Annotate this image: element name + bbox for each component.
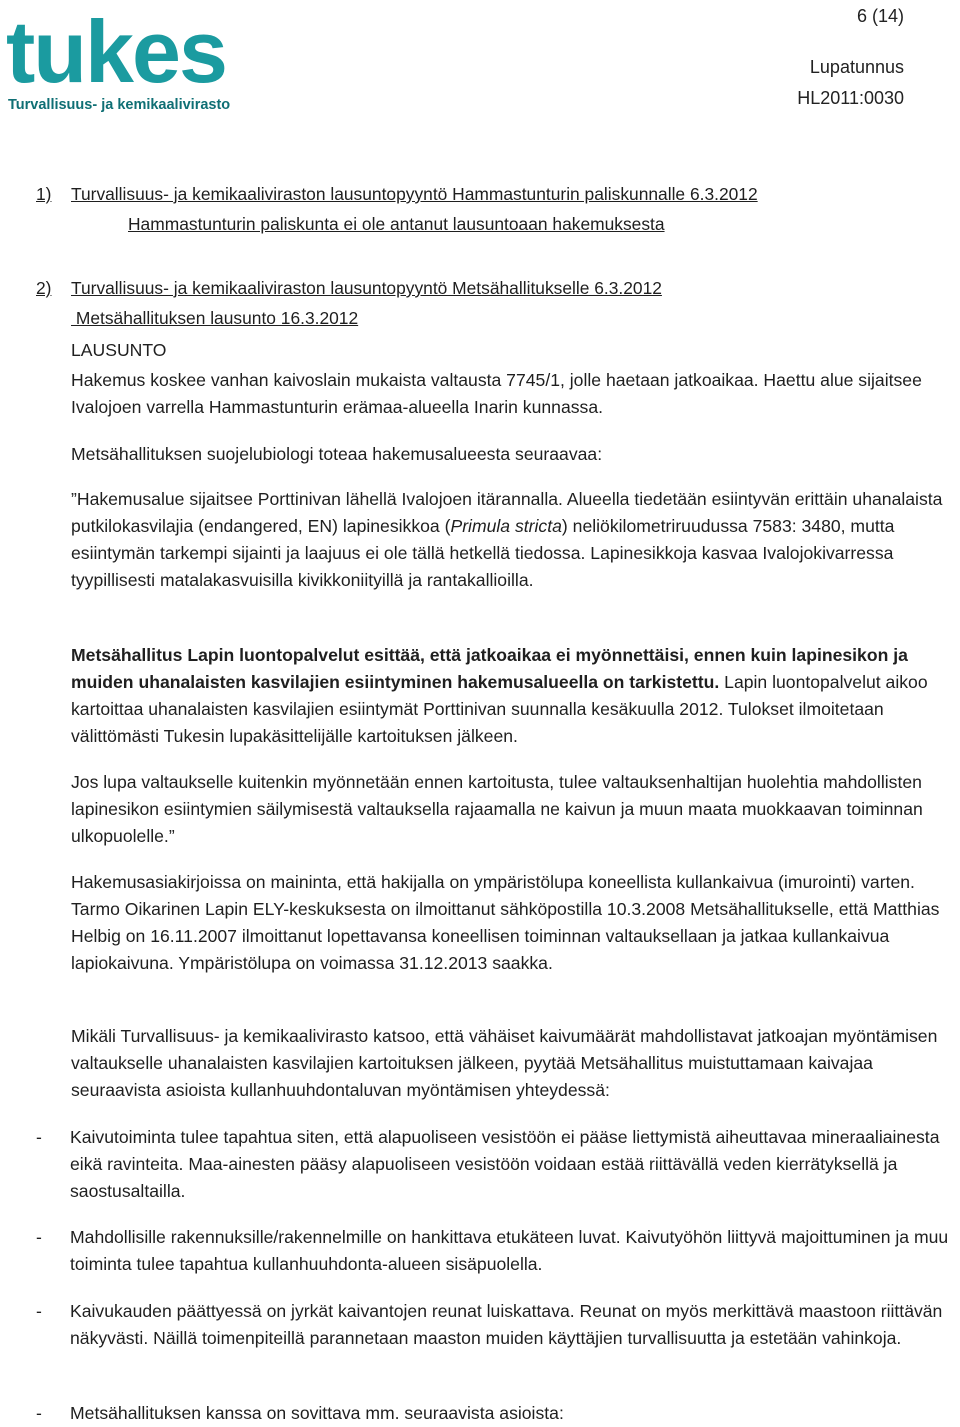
proposal-bold-text: Metsähallitus Lapin luontopalvelut esittää, että jatkoaikaa ei myönnettäisi, ennen kuin lapinesikon ja muiden uhanalaisten kasvilajien esiintyminen hakemusalueella on tarkistettu. [71, 645, 908, 692]
document-type: Lupatunnus [809, 57, 904, 77]
document-number: HL2011:0030 [797, 88, 904, 108]
bullet-item: Mahdollisille rakennuksille/rakennelmille on hankittava etukäteen luvat. Kaivutyöhön liittyvä majoittuminen ja muu toiminta tulee tapahtua kullanhuuhdonta-alueen sisäpuolella. [70, 1227, 949, 1274]
item1-link[interactable]: Turvallisuus- ja kemikaaliviraston lausuntopyyntö Hammastunturin paliskunnalle 6.3.2012 [71, 184, 758, 204]
paragraph-proposal [71, 642, 960, 750]
paragraph-environment-permit: Hakemusasiakirjoissa on maininta, että hakijalla on ympäristölupa koneellista kullankaivua (imurointi) varten. Tarmo Oikarinen Lapin ELY-keskuksesta on ilmoittanut sähköpostilla 10.3.2008 Metsähallitukselle, että Matthias Helbig on 16.11.2007 ilmoittanut lopettavansa koneellisen toiminnan valtauksellaan ja jatkaa kullankaivua lapiokaivuna. Ympäristölupa on voimassa 31.12.2013 saakka. [71, 872, 940, 973]
tukes-logo [4, 2, 244, 112]
statement-heading: LAUSUNTO [71, 340, 167, 360]
item1-sub-link[interactable]: Hammastunturin paliskunta ei ole antanut lausuntoaan hakemuksesta [128, 214, 665, 234]
item1-number: 1) [36, 184, 52, 204]
bullet-item: Kaivutoiminta tulee tapahtua siten, että alapuoliseen vesistöön ei pääse liettymistä aiheuttavaa mineraaliainesta eikä ravinteita. Maa-ainesten pääsy alapuoliseen vesistöön voidaan estää riittävällä veden kierrätyksellä ja saostusaltailla. [70, 1127, 940, 1201]
page-number: 6 (14) [856, 6, 904, 26]
bullet-item: Metsähallituksen kanssa on sovittava mm. seuraavista asioista: [70, 1403, 564, 1423]
logo-tagline: Turvallisuus- ja kemikaalivirasto [8, 97, 231, 112]
bullet-item: Kaivukauden päättyessä on jyrkät kaivantojen reunat luiskattava. Reunat on myös merkittävä maastoon riittävän näkyvästi. Näillä toimenpiteillä parannetaan maaston muiden käyttäjien turvallisuutta ja estetään vahinkoja. [70, 1301, 943, 1348]
item2-link[interactable]: Turvallisuus- ja kemikaaliviraston lausuntopyyntö Metsähallitukselle 6.3.2012 [71, 278, 662, 298]
bullet-mark: - [36, 1227, 42, 1247]
item2-number: 2) [36, 278, 52, 298]
paragraph-quote [71, 486, 960, 594]
paragraph-reminders: Mikäli Turvallisuus- ja kemikaalivirasto katsoo, että vähäiset kaivumäärät mahdollistavat jatkoajan myöntämisen valtaukselle uhanalaisten kasvilajien kartoituksen jälkeen, pyytää Metsähallitus muistuttamaan kaivajaa seuraavista asioista kullanhuuhdontaluvan myöntämisen yhteydessä: [71, 1026, 938, 1100]
paragraph-application: Hakemus koskee vanhan kaivoslain mukaista valtausta 7745/1, jolle haetaan jatkoaikaa. Haettu alue sijaitsee Ivalojoen varrella Hammastunturin erämaa-alueella Inarin kunnassa. [71, 370, 922, 417]
logo-word: tukes [6, 2, 226, 101]
paragraph-if-permit: Jos lupa valtaukselle kuitenkin myönnetään ennen kartoitusta, tulee valtauksenhaltijan huolehtia mahdollisten lapinesikon esiintymien säilymisestä valtauksella rajaamalla ne kaivun ja muun maata muokkaavan toiminnan ulkopuolelle.” [71, 772, 923, 846]
species-latin-name: Primula stricta [450, 516, 562, 536]
bullet-mark: - [36, 1127, 42, 1147]
item2-sub-link[interactable]: Metsähallituksen lausunto 16.3.2012 [71, 308, 359, 328]
bullet-mark: - [36, 1301, 42, 1321]
bullet-mark: - [36, 1403, 42, 1423]
quote-text-b: ) neliökilometriruudussa 7583: 3480, mutta esiintymän tarkempi sijainti ja laajuus ei ole tällä hetkellä tiedossa. Lapinesikkoja kasvaa Ivalojokivarressa tyypillisesti matalakasvuisilla kivikkoniityillä ja rantakallioilla. [71, 516, 895, 590]
proposal-text: Lapin luontopalvelut aikoo kartoittaa uhanalaisten kasvilajien esiintymät Porttinivan suunnalla kesäkuulla 2012. Tulokset ilmoitetaan välittömästi Tukesin lupakäsittelijälle kartoituksen jälkeen. [71, 672, 928, 746]
paragraph-biologist-intro: Metsähallituksen suojelubiologi toteaa hakemusalueesta seuraavaa: [71, 444, 603, 464]
quote-text-a: ”Hakemusalue sijaitsee Porttinivan lähellä Ivalojoen itärannalla. Alueella tiedetään esiintyvän erittäin uhanalaista putkilokasvilajia (endangered, EN) lapinesikkoa ( [71, 489, 943, 536]
